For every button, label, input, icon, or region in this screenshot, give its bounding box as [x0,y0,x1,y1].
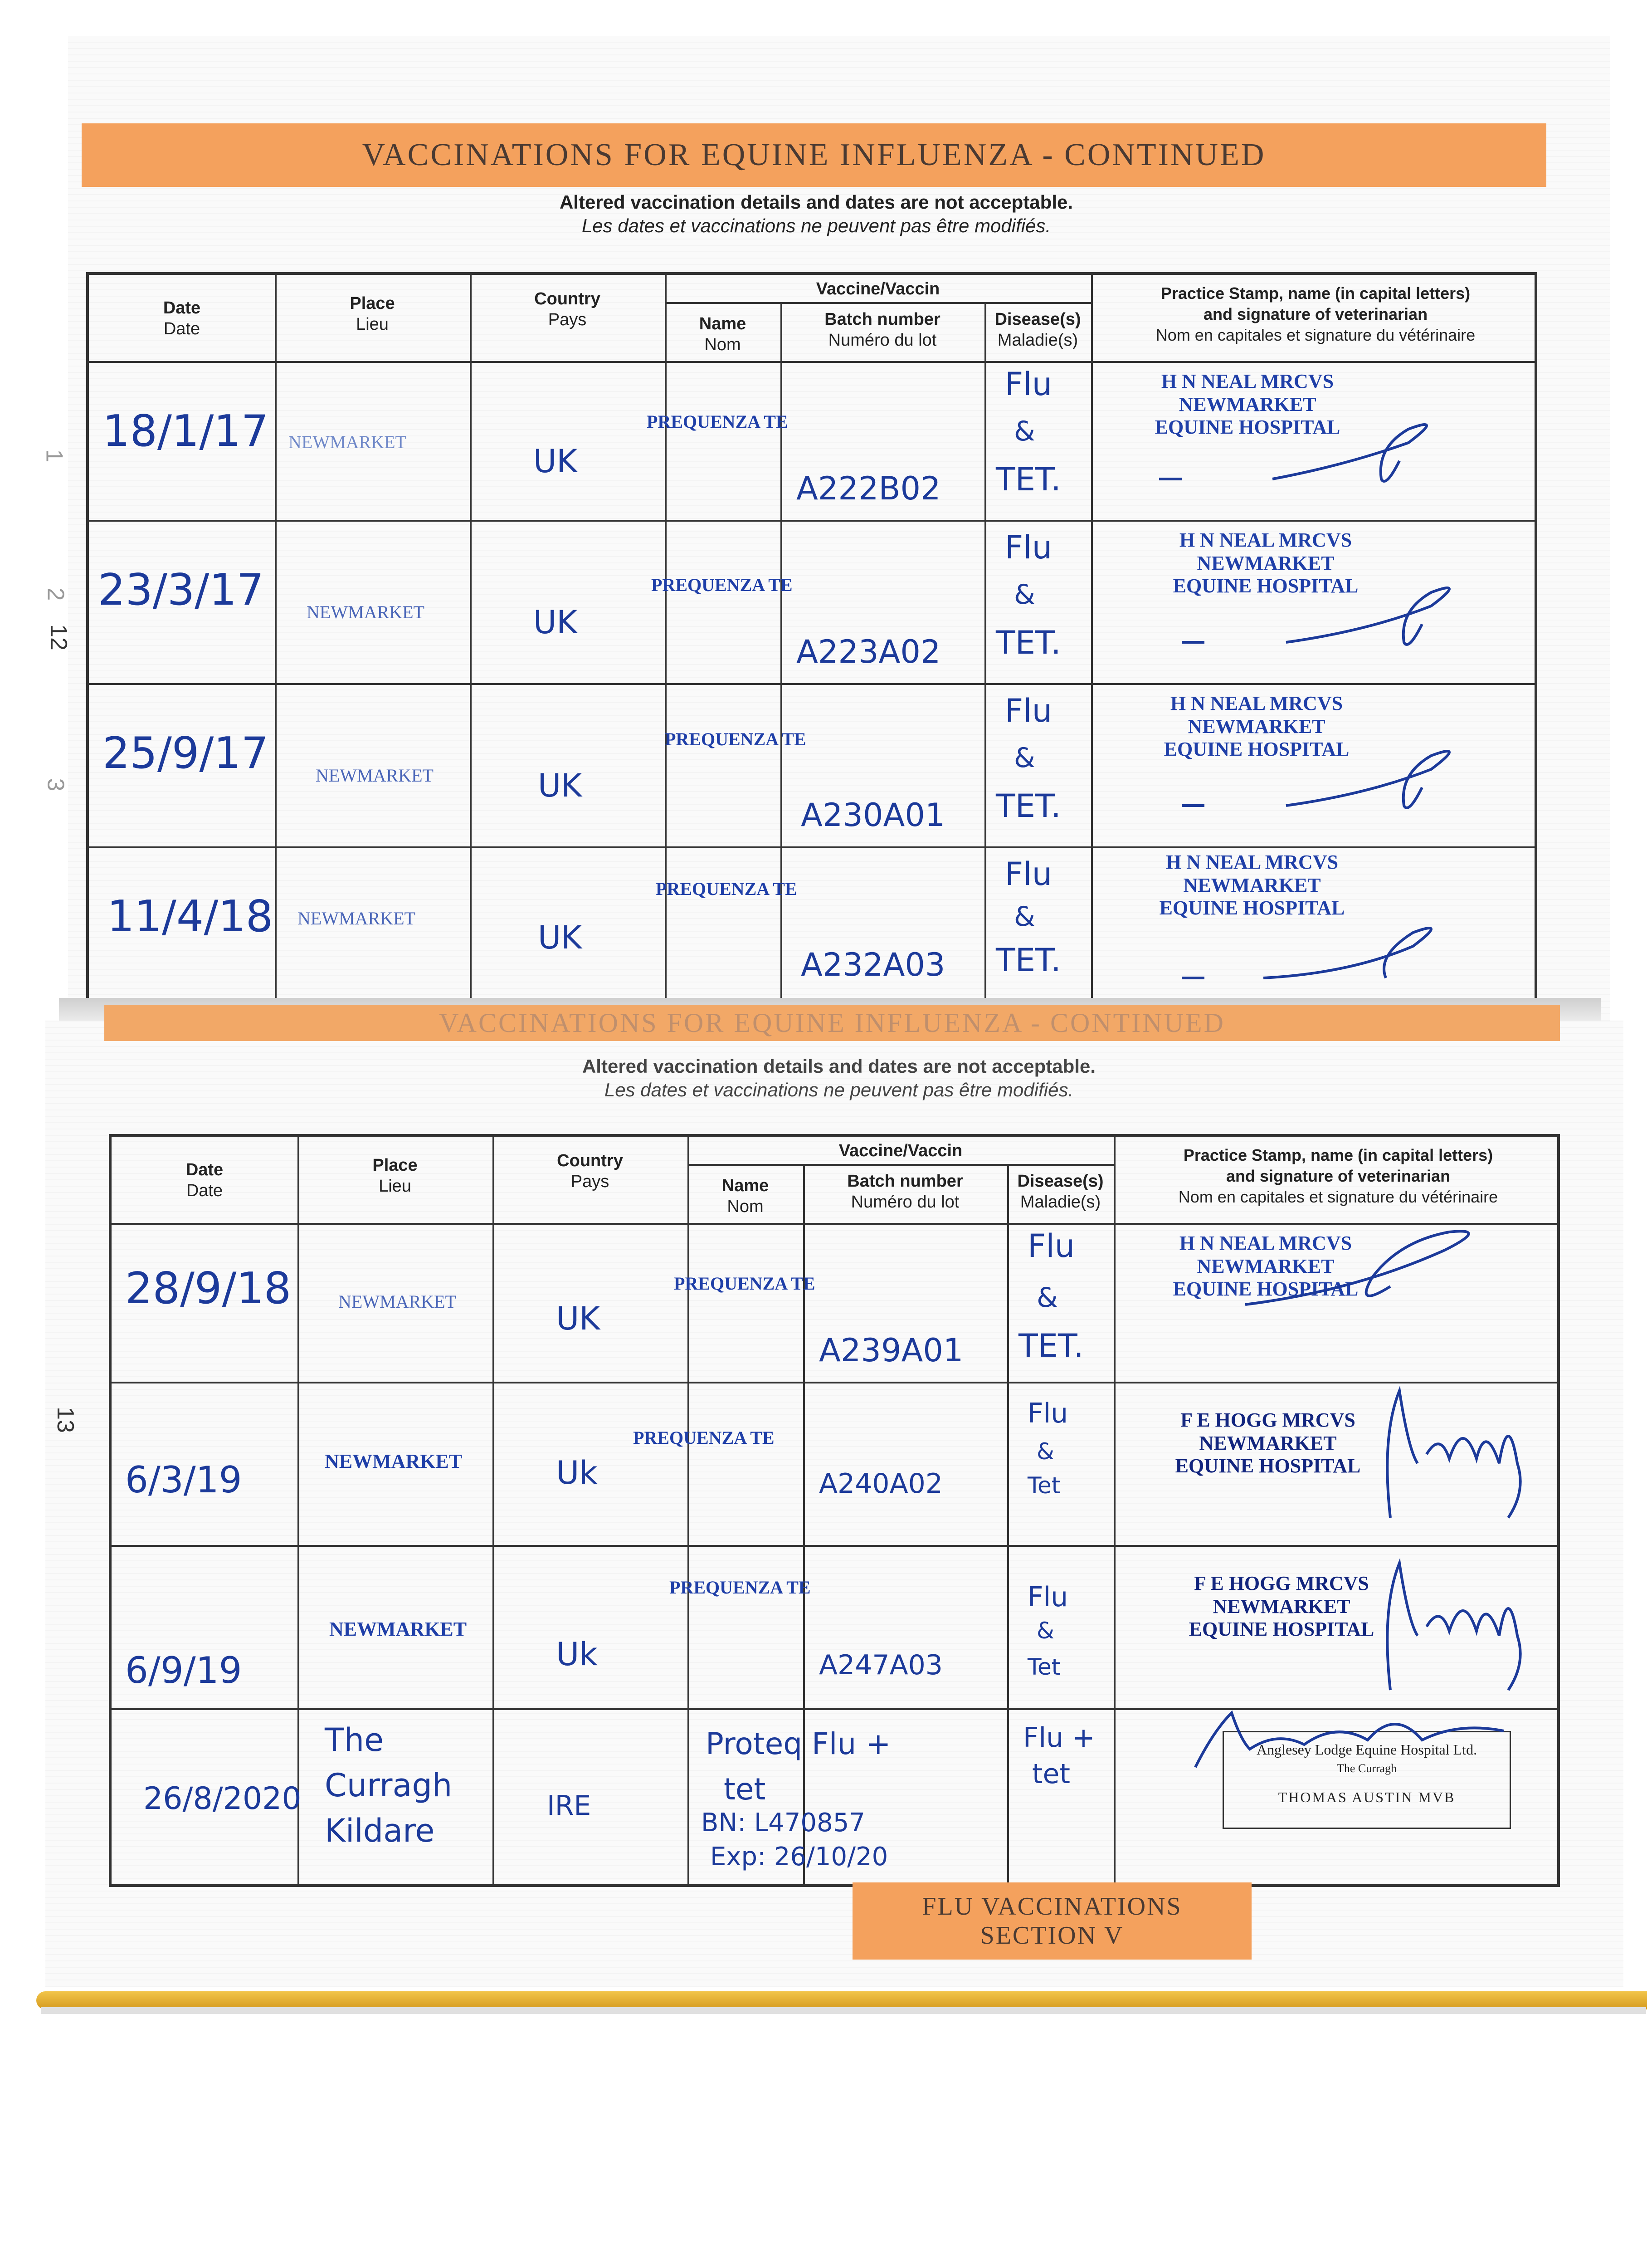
header-country [470,288,665,330]
bottom-row-4-batch-line2: Exp: 26/10/20 [710,1842,888,1872]
bottom-header-date-fr: Date [186,1181,223,1200]
top-margin-mark-3: 3 [42,778,69,792]
bottom-header-batch-fr: Numéro du lot [851,1193,960,1212]
bottom-row-3-disease-2: & [1037,1618,1054,1644]
header-place-en: Place [350,294,395,313]
bottom-row-1-disease-2: & [1037,1282,1058,1314]
bottom-row-3-disease-3: Tet [1028,1654,1061,1680]
top-col-line [470,275,472,1004]
bottom-header-place [297,1155,492,1197]
bottom-row-3-stamp-line2: NEWMARKET [1213,1595,1350,1618]
header-name-fr: Nom [704,335,741,354]
bottom-header-vaccine [687,1140,1114,1161]
top-row-1-disease-3: TET. [996,461,1061,498]
top-notice-en: Altered vaccination details and dates are not acceptable. [559,191,1073,213]
header-date [89,298,275,339]
header-country-fr: Pays [548,310,587,329]
bottom-banner-text: VACCINATIONS FOR EQUINE INFLUENZA - CONTINUED [439,1007,1225,1038]
top-row-line [89,846,1535,848]
top-row-3-stamp-line3: EQUINE HOSPITAL [1164,738,1350,761]
top-row-2-stamp-line3: EQUINE HOSPITAL [1173,575,1359,597]
bottom-row-line [112,1545,1557,1547]
bottom-header-vaccine-label: Vaccine/Vaccin [838,1141,963,1160]
bottom-header-date-en: Date [185,1160,224,1179]
top-row-4-date: 11/4/18 [107,892,273,942]
top-row-3-place: NEWMARKET [316,765,434,786]
top-row-1-country: UK [533,443,578,480]
top-row-3-disease-1: Flu [1005,692,1053,729]
top-row-4-place: NEWMARKET [297,908,415,929]
bottom-banner [104,1005,1560,1041]
bottom-header-place-en: Place [372,1156,418,1175]
footer-section-line2: SECTION V [980,1921,1124,1950]
bottom-row-2-disease-1: Flu [1028,1398,1068,1429]
header-practice-fr: Nom en capitales et signature du vétérinaire [1155,326,1476,344]
bottom-row-1-disease-1: Flu [1028,1227,1075,1265]
top-col-line [1091,275,1093,1004]
top-row-1-disease-2: & [1014,415,1035,447]
bottom-row-3-place: NEWMARKET [329,1618,467,1640]
bottom-header-name-en: Name [721,1176,769,1195]
bottom-row-3-country: Uk [556,1636,598,1673]
header-batch-en: Batch number [824,310,940,329]
top-row-2-disease-1: Flu [1005,529,1053,566]
bottom-row-2-stamp-line2: NEWMARKET [1199,1432,1337,1454]
top-table [86,272,1537,1007]
bottom-notice-en: Altered vaccination details and dates are not acceptable. [582,1056,1096,1077]
top-row-4-name: PREQUENZA TE [656,879,797,899]
top-margin-mark-2: 2 [42,587,69,601]
bottom-row-1-place: NEWMARKET [338,1291,456,1312]
top-banner [82,123,1546,187]
top-row-4-stamp-line2: NEWMARKET [1183,874,1321,896]
bottom-header-date [112,1159,297,1201]
bottom-table [109,1134,1560,1887]
header-practice [1091,283,1540,346]
top-row-4-batch: A232A03 [801,946,945,983]
top-row-4-stamp [1145,851,1359,920]
bottom-row-2-name: PREQUENZA TE [633,1427,775,1448]
header-disease [984,309,1091,351]
top-row-3-stamp-line2: NEWMARKET [1188,715,1325,738]
top-row-1-place: NEWMARKET [288,432,406,452]
header-place [275,293,470,335]
header-name [665,313,780,355]
top-row-1-batch: A222B02 [796,470,941,507]
top-row-1-signature [1155,411,1436,493]
bottom-row-4-place-line2: Curragh [325,1767,453,1804]
bottom-header-country-fr: Pays [570,1172,609,1191]
top-row-3-disease-2: & [1014,742,1035,774]
top-row-2-date: 23/3/17 [98,565,264,615]
top-row-4-disease-2: & [1014,901,1035,933]
bottom-row-3-batch: A247A03 [819,1649,943,1681]
bottom-row-1-batch: A239A01 [819,1332,964,1369]
top-row-1-date: 18/1/17 [102,406,269,456]
top-row-3-stamp-line1: H N NEAL MRCVS [1170,692,1343,714]
top-row-3-date: 25/9/17 [102,728,269,778]
header-name-en: Name [699,314,746,333]
top-row-2-name: PREQUENZA TE [651,575,793,595]
bottom-row-2-stamp [1164,1409,1372,1478]
top-col-line [984,302,986,1004]
bottom-header-country-en: Country [557,1151,623,1170]
bottom-header-disease [1007,1171,1114,1212]
bottom-row-line [112,1382,1557,1383]
header-batch [780,309,984,351]
top-col-line [275,275,277,1004]
top-banner-text: VACCINATIONS FOR EQUINE INFLUENZA - CONTINUED [362,137,1266,172]
top-row-3-signature [1177,738,1458,819]
bottom-row-4-place [325,1717,452,1853]
bottom-row-1-signature [1236,1223,1490,1314]
top-row-line [89,683,1535,685]
top-row-4-signature [1177,910,1458,992]
book-edge-shadow [41,2007,1646,2014]
header-date-fr: Date [163,319,200,338]
top-row-1-stamp-line1: H N NEAL MRCVS [1161,370,1334,392]
top-row-1-stamp-line2: NEWMARKET [1179,393,1316,415]
bottom-col-line [1114,1137,1116,1884]
top-row-2-place: NEWMARKET [307,602,424,622]
bottom-row-3-stamp-line3: EQUINE HOSPITAL [1189,1618,1374,1641]
top-row-2-batch: A223A02 [796,633,941,670]
bottom-row-3-name: PREQUENZA TE [669,1577,811,1598]
bottom-row-3-stamp [1177,1572,1386,1641]
top-row-2-stamp-line2: NEWMARKET [1197,552,1335,574]
bottom-row-4-disease-line2: tet [1032,1758,1070,1790]
top-row-3-country: UK [538,767,582,804]
bottom-row-3-date: 6/9/19 [125,1649,242,1691]
top-margin-mark-1: 1 [41,449,68,463]
top-page-number: 12 [45,624,72,650]
header-country-en: Country [534,289,600,308]
top-row-2-disease-2: & [1014,579,1035,611]
bottom-row-2-signature [1372,1382,1545,1527]
header-disease-en: Disease(s) [994,310,1081,329]
bottom-row-1-disease-3: TET. [1018,1327,1084,1364]
bottom-header-practice-en1: Practice Stamp, name (in capital letters) [1183,1146,1493,1164]
bottom-row-1-stamp-line2: NEWMARKET [1197,1255,1335,1277]
bottom-row-2-date: 6/3/19 [125,1459,242,1501]
bottom-row-2-stamp-line3: EQUINE HOSPITAL [1175,1455,1361,1477]
footer-section-tab [853,1882,1252,1960]
bottom-row-2-batch: A240A02 [819,1468,943,1500]
top-row-4-disease-1: Flu [1005,855,1053,893]
bottom-header-disease-fr: Maladie(s) [1020,1193,1101,1212]
bottom-row-4-disease-line1: Flu + [1023,1722,1095,1754]
bottom-row-3-disease-1: Flu [1028,1581,1068,1613]
header-vaccine [665,279,1091,299]
bottom-row-2-disease-3: Tet [1028,1472,1061,1499]
top-row-4-disease-3: TET. [996,942,1061,979]
top-notice-fr: Les dates et vaccinations ne peuvent pas être modifiés. [581,215,1051,236]
top-row-3-disease-3: TET. [996,787,1061,825]
bottom-page-number: 13 [52,1407,78,1433]
top-row-2-signature [1177,574,1458,656]
top-row-4-stamp-line3: EQUINE HOSPITAL [1159,897,1345,919]
top-row-line [89,361,1535,363]
bottom-col-line [803,1164,805,1884]
bottom-row-1-stamp-line3: EQUINE HOSPITAL [1173,1278,1359,1300]
top-row-2-stamp-line1: H N NEAL MRCVS [1179,529,1352,551]
bottom-header-practice-en2: and signature of veterinarian [1226,1167,1451,1185]
bottom-row-4-stamp-line2: The Curragh [1336,1762,1397,1775]
header-practice-en1: Practice Stamp, name (in capital letters) [1160,284,1471,303]
bottom-row-4-date: 26/8/2020 [143,1781,302,1817]
footer-section-line1: FLU VACCINATIONS [922,1892,1182,1921]
bottom-row-2-disease-2: & [1037,1438,1054,1465]
bottom-row-2-place: NEWMARKET [325,1450,463,1472]
bottom-row-4-batch-line1: BN: L470857 [701,1808,865,1838]
bottom-header-batch-en: Batch number [847,1172,963,1191]
top-row-4-stamp-line1: H N NEAL MRCVS [1165,851,1339,873]
top-row-1-disease-1: Flu [1005,366,1053,403]
bottom-col-line [297,1137,299,1884]
bottom-row-3-signature [1372,1554,1554,1699]
bottom-row-4-name-line1: Proteq Flu + [706,1726,891,1761]
bottom-row-1-stamp-line1: H N NEAL MRCVS [1179,1232,1352,1254]
bottom-header-disease-en: Disease(s) [1017,1172,1104,1191]
bottom-row-4-signature [1186,1704,1531,1776]
bottom-col-line [492,1137,494,1884]
bottom-header-place-fr: Lieu [379,1177,411,1196]
bottom-row-4-stamp-line3: THOMAS AUSTIN MVB [1278,1789,1456,1805]
top-notice [408,191,1224,238]
bottom-header-practice [1114,1145,1563,1207]
header-practice-en2: and signature of veterinarian [1203,305,1428,323]
bottom-row-1-name: PREQUENZA TE [674,1273,815,1294]
bottom-header-practice-fr: Nom en capitales et signature du vétérinaire [1178,1188,1498,1206]
top-row-3-batch: A230A01 [801,797,945,834]
book-gold-edge [36,1991,1647,2009]
bottom-col-line [1007,1164,1009,1884]
top-row-line [89,520,1535,522]
bottom-row-4-name-line2: tet [724,1772,766,1807]
header-place-fr: Lieu [356,315,389,334]
top-row-2-country: UK [533,604,578,641]
bottom-row-3-stamp-line1: F E HOGG MRCVS [1194,1572,1369,1594]
bottom-header-batch [803,1171,1007,1212]
header-disease-fr: Maladie(s) [997,331,1078,350]
bottom-row-4-stamp-line1: Anglesey Lodge Equine Hospital Ltd. [1256,1741,1477,1758]
top-row-1-stamp-line3: EQUINE HOSPITAL [1155,416,1340,439]
header-date-en: Date [163,298,201,318]
bottom-header-name [687,1175,803,1217]
header-vaccine-label: Vaccine/Vaccin [816,279,940,298]
header-batch-fr: Numéro du lot [828,331,937,350]
top-row-2-disease-3: TET. [996,624,1061,661]
bottom-vaccine-subline [687,1164,1114,1166]
bottom-row-2-stamp-line1: F E HOGG MRCVS [1180,1409,1355,1431]
top-row-1-name: PREQUENZA TE [647,411,788,432]
top-vaccine-subline [665,302,1091,304]
bottom-notice-fr: Les dates et vaccinations ne peuvent pas être modifiés. [604,1079,1074,1100]
bottom-notice [431,1055,1247,1102]
bottom-row-2-country: Uk [556,1454,598,1491]
bottom-row-4-country: IRE [547,1790,591,1822]
bottom-row-1-country: UK [556,1300,600,1337]
bottom-row-4-place-line1: The [325,1721,384,1759]
bottom-row-1-date: 28/9/18 [125,1264,292,1314]
top-row-4-country: UK [538,919,582,956]
bottom-header-name-fr: Nom [727,1197,764,1216]
bottom-row-4-place-line3: Kildare [325,1812,435,1849]
top-row-3-name: PREQUENZA TE [665,729,806,749]
bottom-header-country [492,1150,687,1192]
bottom-col-line [687,1137,689,1884]
